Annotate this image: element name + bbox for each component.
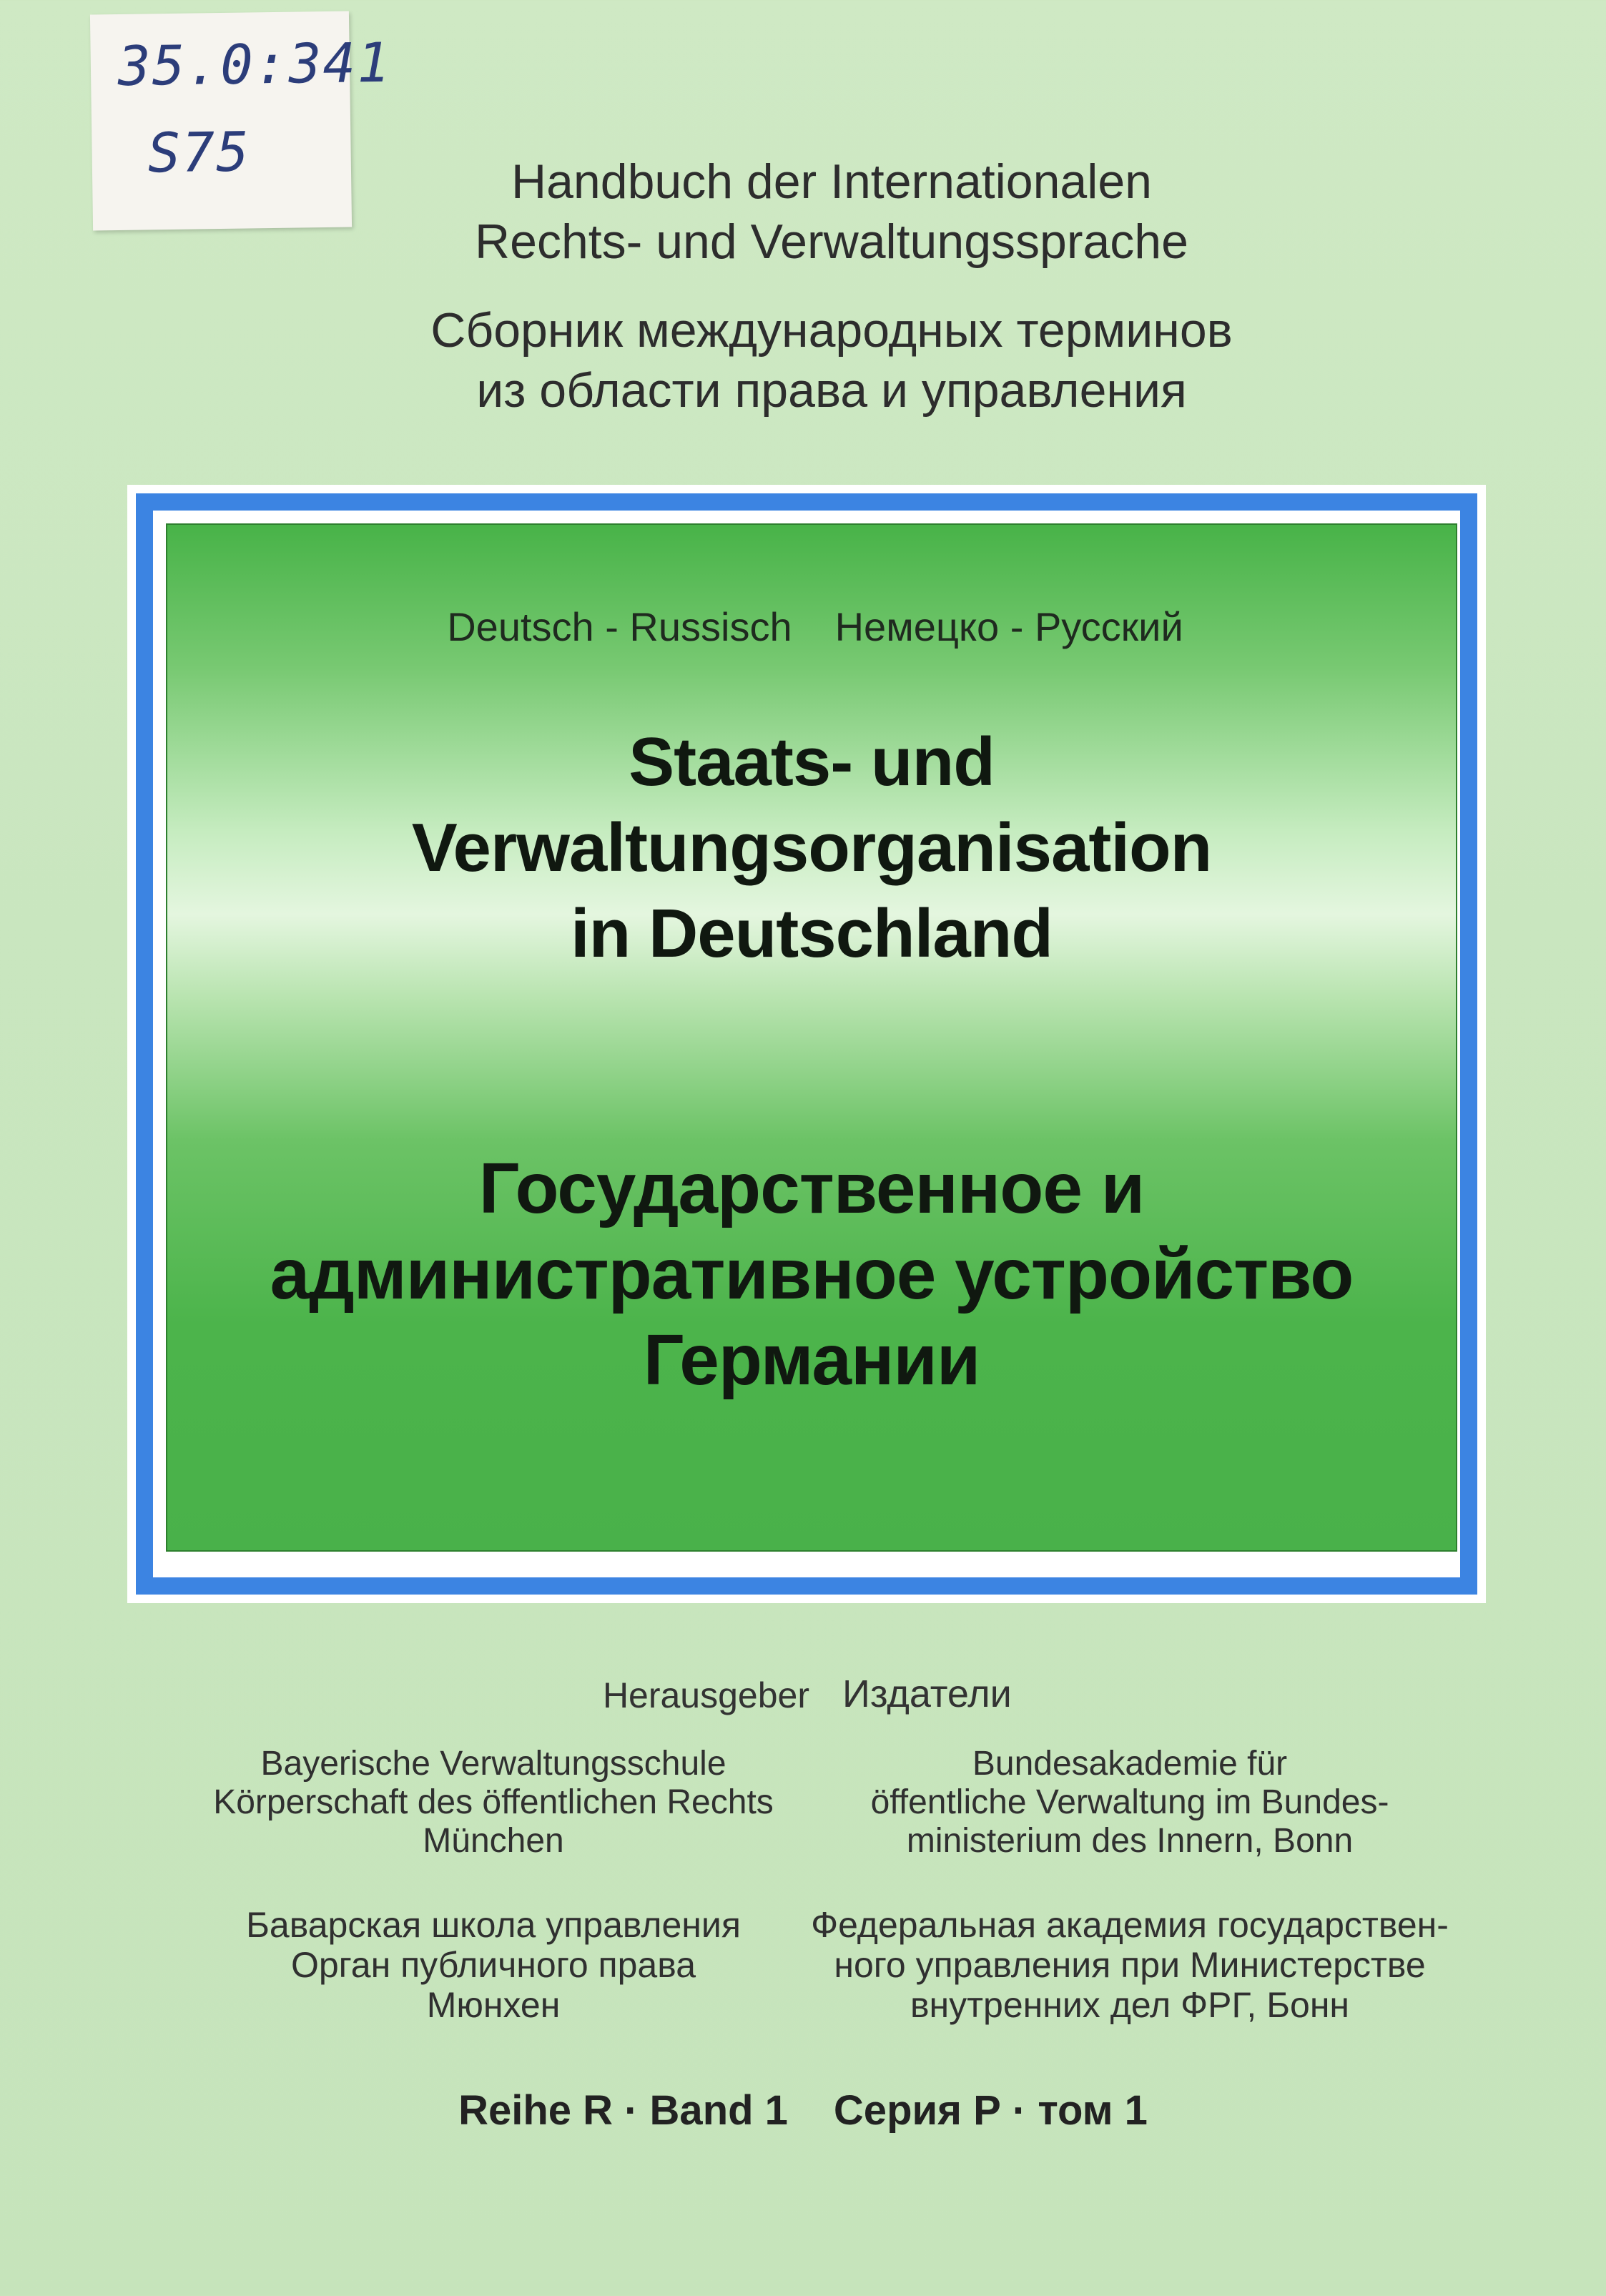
publisher-right-german-line-1: Bundesakademie für xyxy=(972,1745,1288,1783)
publisher-left-russian xyxy=(164,1905,822,2025)
book-title-german-line-3: in Deutschland xyxy=(570,895,1053,972)
book-title-german-line-2: Verwaltungsorganisation xyxy=(411,809,1212,886)
title-panel xyxy=(166,523,1457,1552)
book-title-russian-line-1: Государственное и xyxy=(478,1148,1145,1228)
series-volume-german: Reihe R · Band 1 xyxy=(458,2087,788,2134)
publisher-right-russian-line-2: ного управления при Министерстве xyxy=(834,1945,1426,1985)
publisher-left-german-line-2: Körperschaft des öffentlichen Rechts xyxy=(213,1783,774,1821)
series-title-russian-line-2: из области права и управления xyxy=(476,363,1187,418)
call-number-line-2: S75 xyxy=(147,119,251,185)
publisher-label-russian: Издатели xyxy=(842,1672,1012,1715)
series-title-german-line-1: Handbuch der Internationalen xyxy=(511,154,1152,209)
book-title-russian-line-3: Германии xyxy=(643,1320,980,1400)
publisher-left-german-line-3: München xyxy=(423,1822,564,1860)
series-title-german-line-2: Rechts- und Verwaltungssprache xyxy=(475,215,1188,269)
book-title-russian xyxy=(167,1145,1456,1403)
publisher-right-german-line-3: ministerium des Innern, Bonn xyxy=(906,1822,1354,1860)
book-title-german xyxy=(167,719,1456,977)
book-title-russian-line-2: административное устройство xyxy=(270,1234,1354,1314)
publisher-left-german xyxy=(164,1745,822,1861)
publisher-left-russian-line-2: Орган публичного права xyxy=(290,1945,696,1985)
series-title-german xyxy=(0,152,1606,272)
book-title-german-line-1: Staats- und xyxy=(629,724,995,800)
publisher-right-russian xyxy=(772,1905,1487,2025)
publisher-right-russian-line-1: Федеральная академия государствен- xyxy=(811,1905,1449,1945)
publisher-label-german: Herausgeber xyxy=(602,1675,809,1715)
language-pair-german: Deutsch - Russisch xyxy=(447,604,792,649)
call-number-line-1: 35.0:341 xyxy=(117,30,392,98)
publisher-right-russian-line-3: внутренних дел ФРГ, Бонн xyxy=(910,1985,1350,2025)
series-volume xyxy=(0,2086,1606,2134)
series-title-russian-line-1: Сборник международных терминов xyxy=(430,303,1233,358)
publisher-right-german xyxy=(808,1745,1452,1861)
publisher-left-russian-line-1: Баварская школа управления xyxy=(246,1905,741,1945)
publisher-right-german-line-2: öffentliche Verwaltung im Bundes- xyxy=(870,1783,1389,1821)
series-volume-russian: Серия Р · том 1 xyxy=(833,2087,1148,2134)
publisher-left-russian-line-3: Мюнхен xyxy=(426,1985,561,2025)
language-pair-russian: Немецко - Русский xyxy=(834,604,1183,649)
language-pair xyxy=(167,603,1456,650)
publisher-left-german-line-1: Bayerische Verwaltungsschule xyxy=(260,1745,726,1783)
series-title-russian xyxy=(0,300,1606,420)
